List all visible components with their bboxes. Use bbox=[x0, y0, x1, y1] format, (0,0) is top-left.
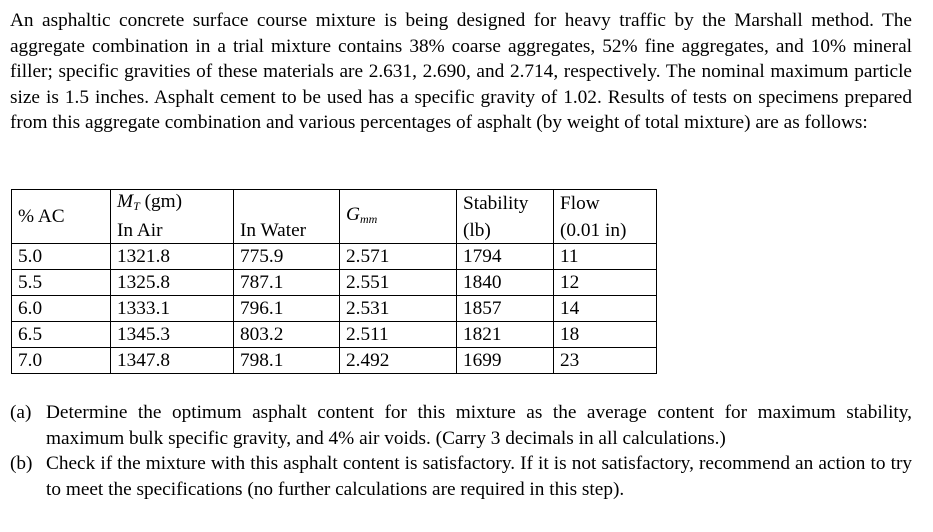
mt-symbol: M bbox=[117, 191, 134, 212]
cell-flow: 23 bbox=[554, 348, 657, 374]
header-gmm bbox=[340, 190, 457, 244]
question-a bbox=[10, 400, 912, 451]
question-b bbox=[10, 451, 912, 502]
cell-stability: 1794 bbox=[457, 244, 554, 270]
cell-stability: 1840 bbox=[457, 270, 554, 296]
gmm-subscript: mm bbox=[359, 211, 378, 226]
mt-unit: (gm) bbox=[139, 191, 183, 212]
cell-in-air: 1345.3 bbox=[111, 322, 234, 348]
cell-gmm: 2.492 bbox=[340, 348, 457, 374]
header-stability: Stability bbox=[457, 190, 554, 219]
table-row bbox=[12, 270, 657, 296]
header-flow: Flow bbox=[554, 190, 657, 219]
mt-subscript: T bbox=[133, 199, 140, 213]
cell-in-water: 775.9 bbox=[234, 244, 340, 270]
header-mt bbox=[111, 190, 234, 219]
table-row bbox=[12, 244, 657, 270]
cell-in-air: 1347.8 bbox=[111, 348, 234, 374]
header-in-air: In Air bbox=[111, 218, 234, 244]
cell-gmm: 2.551 bbox=[340, 270, 457, 296]
table-row bbox=[12, 348, 657, 374]
cell-flow: 14 bbox=[554, 296, 657, 322]
cell-in-water: 798.1 bbox=[234, 348, 340, 374]
cell-flow: 11 bbox=[554, 244, 657, 270]
cell-gmm: 2.531 bbox=[340, 296, 457, 322]
marshall-test-results-table bbox=[11, 189, 657, 374]
questions-list bbox=[10, 400, 912, 502]
cell-in-water: 787.1 bbox=[234, 270, 340, 296]
cell-gmm: 2.511 bbox=[340, 322, 457, 348]
cell-stability: 1857 bbox=[457, 296, 554, 322]
header-mt-spacer bbox=[234, 190, 340, 219]
cell-in-air: 1333.1 bbox=[111, 296, 234, 322]
cell-ac: 6.5 bbox=[12, 322, 111, 348]
table-row bbox=[12, 296, 657, 322]
table-row bbox=[12, 322, 657, 348]
cell-ac: 7.0 bbox=[12, 348, 111, 374]
header-percent-ac: % AC bbox=[12, 190, 111, 244]
cell-stability: 1821 bbox=[457, 322, 554, 348]
header-stability-unit: (lb) bbox=[457, 218, 554, 244]
cell-flow: 12 bbox=[554, 270, 657, 296]
question-text: Determine the optimum asphalt content for this mixture as the average content for maximum stability, maximum bulk specific gravity, and 4% air voids. (Carry 3 decimals in all calculations.) bbox=[46, 402, 912, 449]
cell-in-water: 796.1 bbox=[234, 296, 340, 322]
header-in-water: In Water bbox=[234, 218, 340, 244]
cell-ac: 5.0 bbox=[12, 244, 111, 270]
problem-statement: An asphaltic concrete surface course mixture is being designed for heavy traffic by the Marshall method. The aggregate combination in a trial mixture contains 38% coarse aggregates, 52% fine aggregates, and 10% mineral filler; specific gravities of these materials are 2.631, 2.690, and 2.714, respectively. The nominal maximum particle size is 1.5 inches. Asphalt cement to be used has a specific gravity of 1.02. Results of tests on specimens prepared from this aggregate combination and various percentages of asphalt (by weight of total mixture) are as follows: bbox=[10, 10, 912, 133]
cell-stability: 1699 bbox=[457, 348, 554, 374]
cell-flow: 18 bbox=[554, 322, 657, 348]
header-flow-unit: (0.01 in) bbox=[554, 218, 657, 244]
question-label: (b) bbox=[10, 453, 33, 474]
cell-in-water: 803.2 bbox=[234, 322, 340, 348]
cell-gmm: 2.571 bbox=[340, 244, 457, 270]
question-text: Check if the mixture with this asphalt content is satisfactory. If it is not satisfactory, recommend an action to try to meet the specifications (no further calculations are required in this step). bbox=[46, 453, 912, 500]
gmm-symbol: G bbox=[346, 203, 360, 225]
cell-ac: 5.5 bbox=[12, 270, 111, 296]
cell-in-air: 1325.8 bbox=[111, 270, 234, 296]
cell-in-air: 1321.8 bbox=[111, 244, 234, 270]
table-header-row-1 bbox=[12, 190, 657, 219]
cell-ac: 6.0 bbox=[12, 296, 111, 322]
question-label: (a) bbox=[10, 402, 32, 423]
